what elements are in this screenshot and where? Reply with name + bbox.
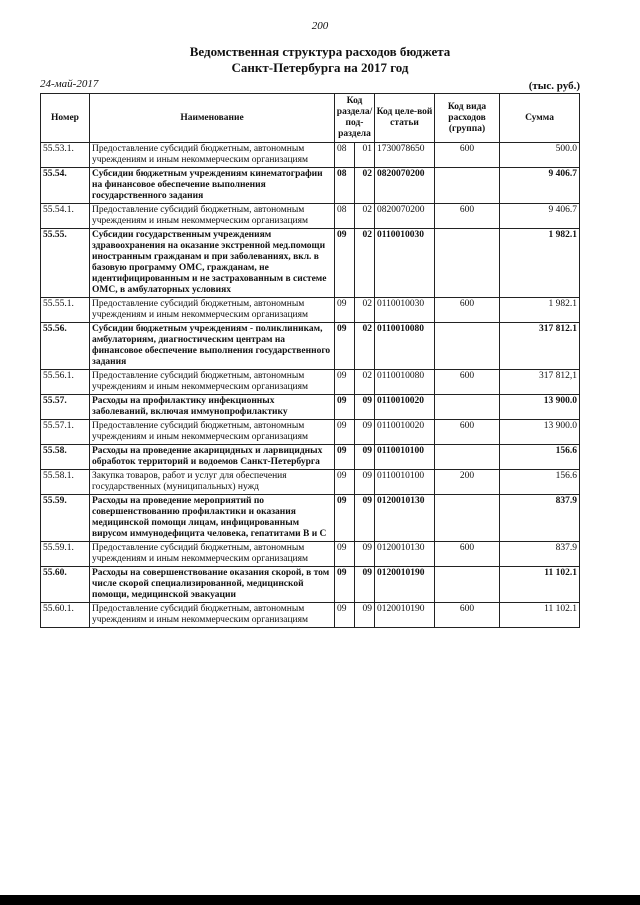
row-number: 55.58. — [41, 445, 90, 470]
row-sum: 11 102.1 — [500, 603, 580, 628]
row-subsection-code: 02 — [355, 229, 375, 298]
table-row — [41, 420, 580, 445]
row-number: 55.56.1. — [41, 370, 90, 395]
table-row — [41, 445, 580, 470]
header-name: Наименование — [90, 94, 335, 143]
row-target-code: 0120010130 — [375, 542, 435, 567]
row-expense-kind — [435, 323, 500, 370]
page-number: 200 — [311, 20, 329, 32]
row-target-code: 0110010100 — [375, 445, 435, 470]
row-sum: 500.0 — [500, 143, 580, 168]
row-section-code: 09 — [335, 567, 355, 603]
row-expense-kind: 600 — [435, 542, 500, 567]
header-target: Код целе-вой статьи — [375, 94, 435, 143]
row-subsection-code: 02 — [355, 323, 375, 370]
row-subsection-code: 09 — [355, 603, 375, 628]
row-expense-kind: 600 — [435, 420, 500, 445]
header-sum: Сумма — [500, 94, 580, 143]
row-sum: 837.9 — [500, 495, 580, 542]
header-number: Номер — [41, 94, 90, 143]
row-sum: 9 406.7 — [500, 204, 580, 229]
row-name: Предоставление субсидий бюджетным, автономным учреждениям и иным некоммерческим организациям — [90, 204, 335, 229]
row-name: Предоставление субсидий бюджетным, автономным учреждениям и иным некоммерческим организациям — [90, 603, 335, 628]
table-row — [41, 603, 580, 628]
row-name: Предоставление субсидий бюджетным, автономным учреждениям и иным некоммерческим организациям — [90, 542, 335, 567]
row-section-code: 08 — [335, 204, 355, 229]
header-section: Код раздела/ под-раздела — [335, 94, 375, 143]
table-row — [41, 204, 580, 229]
row-number: 55.56. — [41, 323, 90, 370]
row-section-code: 09 — [335, 445, 355, 470]
row-target-code: 0110010030 — [375, 229, 435, 298]
row-number: 55.60. — [41, 567, 90, 603]
table-row — [41, 143, 580, 168]
row-sum: 13 900.0 — [500, 395, 580, 420]
row-expense-kind: 200 — [435, 470, 500, 495]
row-section-code: 09 — [335, 323, 355, 370]
row-section-code: 09 — [335, 603, 355, 628]
table-row — [41, 168, 580, 204]
row-sum: 156.6 — [500, 470, 580, 495]
row-expense-kind — [435, 445, 500, 470]
row-expense-kind: 600 — [435, 370, 500, 395]
table-row — [41, 470, 580, 495]
row-number: 55.57.1. — [41, 420, 90, 445]
units-label: (тыс. руб.) — [528, 80, 580, 92]
row-target-code: 0110010020 — [375, 395, 435, 420]
row-number: 55.57. — [41, 395, 90, 420]
row-name: Субсидии бюджетным учреждениям кинематографии на финансовое обеспечение выполнения государственного задания — [90, 168, 335, 204]
row-expense-kind: 600 — [435, 143, 500, 168]
row-sum: 156.6 — [500, 445, 580, 470]
table-row — [41, 567, 580, 603]
scan-bottom-edge — [0, 895, 640, 905]
row-target-code: 0110010080 — [375, 370, 435, 395]
row-name: Расходы на совершенствование оказания скорой, в том числе скорой специализированной, медицинской помощи, медицинской эвакуации — [90, 567, 335, 603]
row-number: 55.55.1. — [41, 298, 90, 323]
row-target-code: 0120010190 — [375, 603, 435, 628]
row-sum: 837.9 — [500, 542, 580, 567]
row-name: Предоставление субсидий бюджетным, автономным учреждениям и иным некоммерческим организациям — [90, 143, 335, 168]
row-sum: 9 406.7 — [500, 168, 580, 204]
row-target-code: 0110010030 — [375, 298, 435, 323]
row-name: Расходы на проведение мероприятий по совершенствованию профилактики и оказания медицинской помощи лицам, инфицированным вирусом иммунодефицита человека, гепатитами В и С — [90, 495, 335, 542]
row-expense-kind: 600 — [435, 603, 500, 628]
title-line-2: Санкт-Петербурга на 2017 год — [231, 60, 409, 75]
row-name: Предоставление субсидий бюджетным, автономным учреждениям и иным некоммерческим организациям — [90, 370, 335, 395]
row-subsection-code: 09 — [355, 542, 375, 567]
row-section-code: 09 — [335, 495, 355, 542]
row-expense-kind — [435, 495, 500, 542]
row-subsection-code: 09 — [355, 445, 375, 470]
row-expense-kind: 600 — [435, 298, 500, 323]
row-name: Расходы на профилактику инфекционных заболеваний, включая иммунопрофилактику — [90, 395, 335, 420]
row-number: 55.53.1. — [41, 143, 90, 168]
row-name: Субсидии государственным учреждениям здравоохранения на оказание экстренной мед.помощи иностранным гражданам и при заболеваниях, вкл. в базовую программу ОМС, гражданам, не идентифицированным и не застрахованным в системе ОМС, в амбулаторных условиях — [90, 229, 335, 298]
row-target-code: 0820070200 — [375, 168, 435, 204]
row-expense-kind — [435, 395, 500, 420]
row-target-code: 1730078650 — [375, 143, 435, 168]
row-subsection-code: 09 — [355, 470, 375, 495]
row-expense-kind: 600 — [435, 204, 500, 229]
row-sum: 317 812.1 — [500, 323, 580, 370]
row-section-code: 09 — [335, 395, 355, 420]
row-subsection-code: 02 — [355, 168, 375, 204]
row-name: Расходы на проведение акарицидных и ларвицидных обработок территорий и водоемов Санкт-Петербурга — [90, 445, 335, 470]
table-row — [41, 298, 580, 323]
row-subsection-code: 09 — [355, 420, 375, 445]
row-section-code: 09 — [335, 420, 355, 445]
row-number: 55.58.1. — [41, 470, 90, 495]
row-subsection-code: 09 — [355, 567, 375, 603]
row-number: 55.54.1. — [41, 204, 90, 229]
table-row — [41, 395, 580, 420]
table-row — [41, 323, 580, 370]
document-date: 24-май-2017 — [40, 78, 99, 90]
row-sum: 11 102.1 — [500, 567, 580, 603]
row-subsection-code: 09 — [355, 495, 375, 542]
row-name: Предоставление субсидий бюджетным, автономным учреждениям и иным некоммерческим организациям — [90, 298, 335, 323]
row-number: 55.59. — [41, 495, 90, 542]
row-sum: 13 900.0 — [500, 420, 580, 445]
row-subsection-code: 02 — [355, 298, 375, 323]
table-row — [41, 495, 580, 542]
row-name: Субсидии бюджетным учреждениям - поликлиникам, амбулаториям, диагностическим центрам на финансовое обеспечение выполнения государственного задания — [90, 323, 335, 370]
row-number: 55.59.1. — [41, 542, 90, 567]
row-target-code: 0110010080 — [375, 323, 435, 370]
row-sum: 1 982.1 — [500, 298, 580, 323]
row-section-code: 09 — [335, 229, 355, 298]
row-subsection-code: 02 — [355, 204, 375, 229]
row-target-code: 0110010100 — [375, 470, 435, 495]
table-row — [41, 370, 580, 395]
table-row — [41, 229, 580, 298]
row-section-code: 09 — [335, 298, 355, 323]
row-number: 55.54. — [41, 168, 90, 204]
row-expense-kind — [435, 229, 500, 298]
row-subsection-code: 01 — [355, 143, 375, 168]
row-section-code: 09 — [335, 470, 355, 495]
row-expense-kind — [435, 168, 500, 204]
row-subsection-code: 02 — [355, 370, 375, 395]
row-number: 55.60.1. — [41, 603, 90, 628]
budget-table — [40, 93, 580, 628]
table-row — [41, 542, 580, 567]
row-number: 55.55. — [41, 229, 90, 298]
row-target-code: 0120010190 — [375, 567, 435, 603]
row-target-code: 0110010020 — [375, 420, 435, 445]
header-kind: Код вида расходов (группа) — [435, 94, 500, 143]
row-section-code: 09 — [335, 542, 355, 567]
row-sum: 1 982.1 — [500, 229, 580, 298]
table-header-row — [41, 94, 580, 143]
row-target-code: 0820070200 — [375, 204, 435, 229]
row-name: Закупка товаров, работ и услуг для обеспечения государственных (муниципальных) нужд — [90, 470, 335, 495]
row-section-code: 08 — [335, 143, 355, 168]
row-subsection-code: 09 — [355, 395, 375, 420]
row-section-code: 09 — [335, 370, 355, 395]
row-sum: 317 812,1 — [500, 370, 580, 395]
title-line-1: Ведомственная структура расходов бюджета — [189, 44, 451, 59]
row-expense-kind — [435, 567, 500, 603]
row-section-code: 08 — [335, 168, 355, 204]
document-title — [0, 44, 640, 76]
row-name: Предоставление субсидий бюджетным, автономным учреждениям и иным некоммерческим организациям — [90, 420, 335, 445]
row-target-code: 0120010130 — [375, 495, 435, 542]
